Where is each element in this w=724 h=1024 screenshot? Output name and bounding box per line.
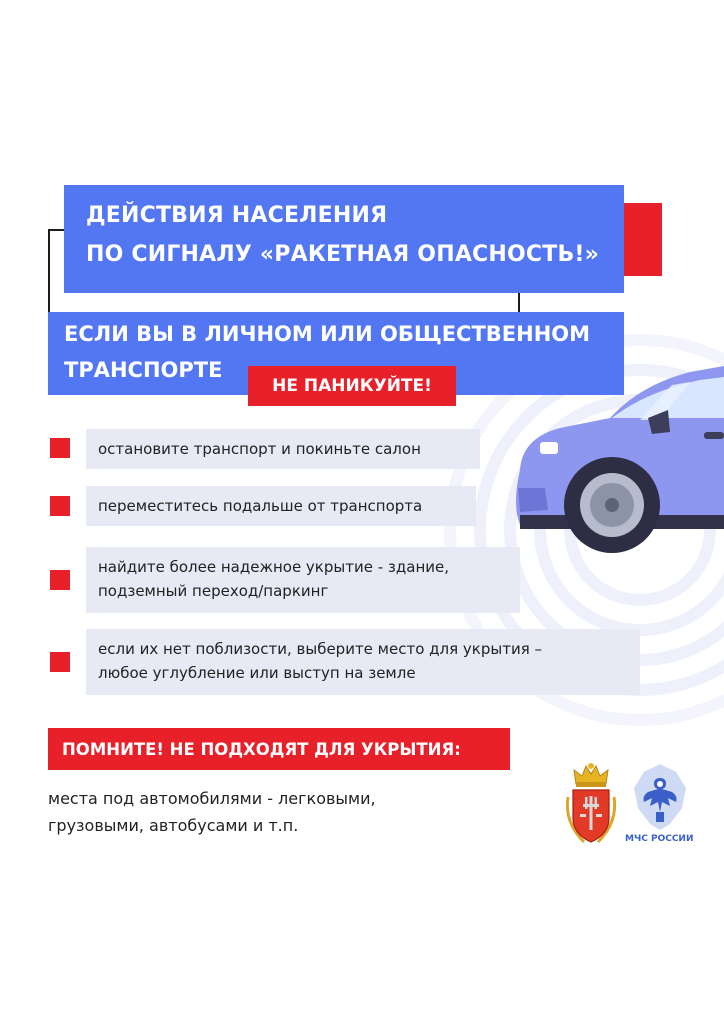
warning-line-1: места под автомобилями - легковыми, bbox=[48, 789, 376, 808]
red-accent-block bbox=[624, 203, 662, 276]
warning-line-2: грузовыми, автобусами и т.п. bbox=[48, 816, 299, 835]
list-item bbox=[86, 629, 640, 695]
list-item-text: подземный переход/паркинг bbox=[98, 582, 329, 600]
list-item-text: любое углубление или выступ на земле bbox=[98, 664, 416, 682]
warning-banner: ПОМНИТЕ! НЕ ПОДХОДЯТ ДЛЯ УКРЫТИЯ: bbox=[48, 728, 510, 770]
title-line-2: ПО СИГНАЛУ «РАКЕТНАЯ ОПАСНОСТЬ!» bbox=[86, 242, 600, 267]
mchs-emblem-logo bbox=[632, 762, 688, 834]
list-item bbox=[86, 486, 476, 526]
list-item-text: остановите транспорт и покиньте салон bbox=[98, 440, 421, 458]
list-item-text: найдите более надежное укрытие - здание, bbox=[98, 558, 449, 576]
title-banner bbox=[64, 185, 624, 293]
bracket-line-left-horizontal bbox=[48, 229, 65, 231]
bracket-line-right-vertical bbox=[518, 293, 520, 313]
warning-text bbox=[48, 785, 376, 839]
subtitle-line-1: ЕСЛИ ВЫ В ЛИЧНОМ ИЛИ ОБЩЕСТВЕННОМ bbox=[64, 322, 591, 346]
list-item-text: если их нет поблизости, выберите место для укрытия – bbox=[98, 640, 542, 658]
mchs-label: МЧС РОССИИ bbox=[625, 834, 694, 844]
list-item bbox=[86, 429, 480, 469]
no-panic-badge: НЕ ПАНИКУЙТЕ! bbox=[248, 366, 456, 406]
title-line-1: ДЕЙСТВИЯ НАСЕЛЕНИЯ bbox=[86, 203, 388, 228]
bullet-marker bbox=[50, 496, 70, 516]
list-item bbox=[86, 547, 520, 613]
bullet-marker bbox=[50, 438, 70, 458]
subtitle-line-2: ТРАНСПОРТЕ bbox=[64, 358, 223, 382]
coat-of-arms-logo bbox=[562, 762, 620, 848]
bracket-line-left-vertical bbox=[48, 229, 50, 314]
bullet-marker bbox=[50, 570, 70, 590]
list-item-text: переместитесь подальше от транспорта bbox=[98, 497, 423, 515]
bullet-marker bbox=[50, 652, 70, 672]
